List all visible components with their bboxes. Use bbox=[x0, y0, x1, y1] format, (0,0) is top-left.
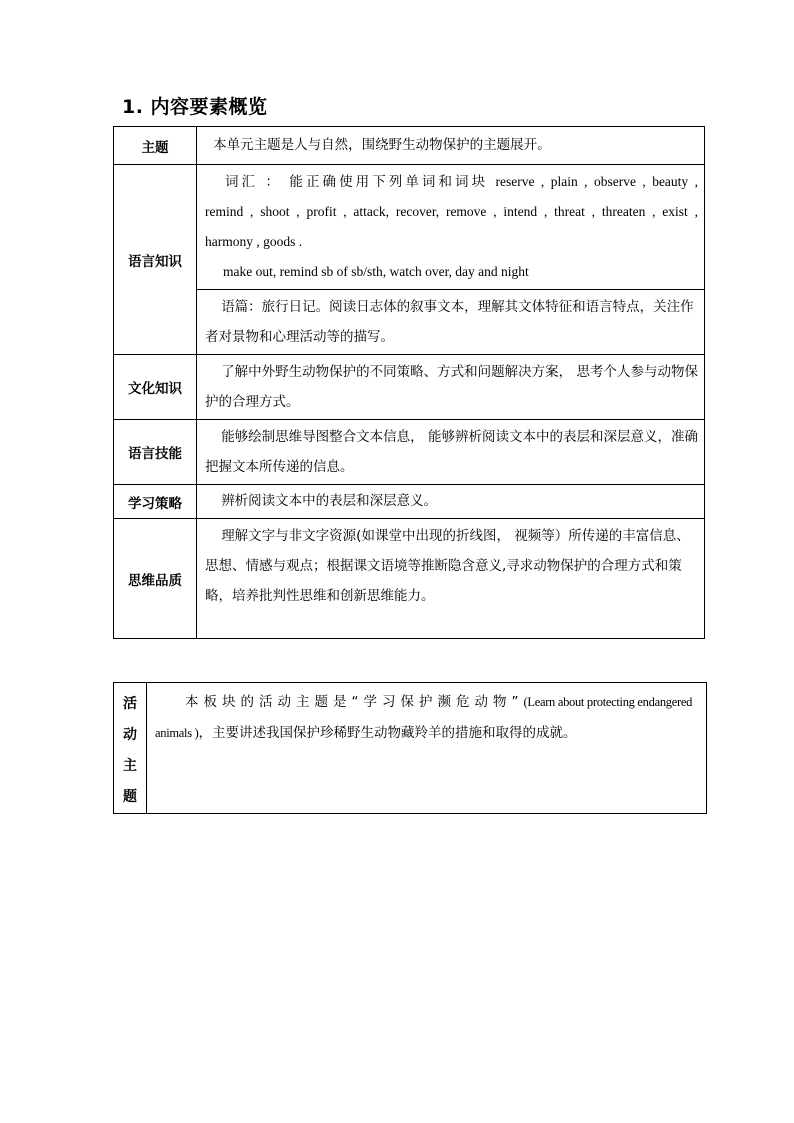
table-row bbox=[114, 519, 705, 639]
row-content-thinking-quality bbox=[197, 519, 705, 639]
content-overview-table bbox=[113, 126, 705, 639]
vocab-line-3: harmony , goods . bbox=[205, 234, 303, 249]
table-row bbox=[114, 165, 705, 290]
activity-theme-content bbox=[147, 683, 707, 814]
culture-text: 了解中外野生动物保护的不同策略、方式和问题解决方案， 思考个人参与动物保护的合理方式。 bbox=[205, 364, 698, 410]
activity-text-lead: 本板块的活动主题是“学习保护濒危动物” bbox=[185, 694, 524, 710]
row-label-culture: 文化知识 bbox=[114, 355, 197, 420]
label-char: 活 bbox=[123, 696, 137, 712]
row-label-thinking-quality: 思维品质 bbox=[114, 519, 197, 639]
label-char: 主 bbox=[123, 758, 137, 774]
vocab-words-1: reserve , plain , observe , beauty , bbox=[495, 174, 698, 189]
label-char: 题 bbox=[123, 789, 137, 805]
activity-theme-label bbox=[114, 683, 147, 814]
row-label-learning-strategy: 学习策略 bbox=[114, 485, 197, 519]
table-row bbox=[114, 683, 707, 814]
table-row bbox=[114, 420, 705, 485]
row-content-culture bbox=[197, 355, 705, 420]
row-label-language-knowledge: 语言知识 bbox=[114, 165, 197, 355]
row-content-theme bbox=[197, 127, 705, 165]
theme-text: 本单元主题是人与自然，围绕野生动物保护的主题展开。 bbox=[213, 137, 551, 153]
vocab-line-2: remind , shoot , profit , attack, recover, remove , intend , threat , threaten , exist , bbox=[205, 204, 698, 219]
row-content-learning-strategy bbox=[197, 485, 705, 519]
activity-text-rest: ，主要讲述我国保护珍稀野生动物藏羚羊的措施和取得的成就。 bbox=[198, 725, 577, 741]
activity-theme-table bbox=[113, 682, 707, 814]
row-label-language-skills: 语言技能 bbox=[114, 420, 197, 485]
language-skills-text: 能够绘制思维导图整合文本信息， 能够辨析阅读文本中的表层和深层意义，准确把握文本所传递的信息。 bbox=[205, 429, 698, 475]
label-char: 动 bbox=[123, 727, 137, 743]
thinking-quality-text: 理解文字与非文字资源(如课堂中出现的折线图， 视频等）所传递的丰富信息、思想、情感与观点；根据课文语境等推断隐含意义,寻求动物保护的合理方式和策略，培养批判性思维和创新思维能力。 bbox=[205, 528, 690, 604]
row-content-vocabulary bbox=[197, 165, 705, 290]
vocab-line-1 bbox=[205, 167, 698, 197]
row-content-language-skills bbox=[197, 420, 705, 485]
discourse-text: 语篇：旅行日记。阅读日志体的叙事文本，理解其文体特征和语言特点，关注作者对景物和心理活动等的描写。 bbox=[205, 299, 694, 345]
row-content-discourse bbox=[197, 290, 705, 355]
learning-strategy-text: 辨析阅读文本中的表层和深层意义。 bbox=[221, 493, 438, 509]
table-row bbox=[114, 355, 705, 420]
activity-text-english: (Learn about protecting endangered animals ) bbox=[155, 695, 693, 740]
vocab-prefix: 词汇 ： 能正确使用下列单词和词块 bbox=[225, 174, 489, 190]
table-row bbox=[114, 485, 705, 519]
table-row bbox=[114, 290, 705, 355]
vocab-phrases: make out, remind sb of sb/sth, watch over, day and night bbox=[223, 264, 529, 279]
row-label-theme: 主题 bbox=[114, 127, 197, 165]
section-heading: 1. 内容要素概览 bbox=[122, 96, 268, 118]
table-row bbox=[114, 127, 705, 165]
